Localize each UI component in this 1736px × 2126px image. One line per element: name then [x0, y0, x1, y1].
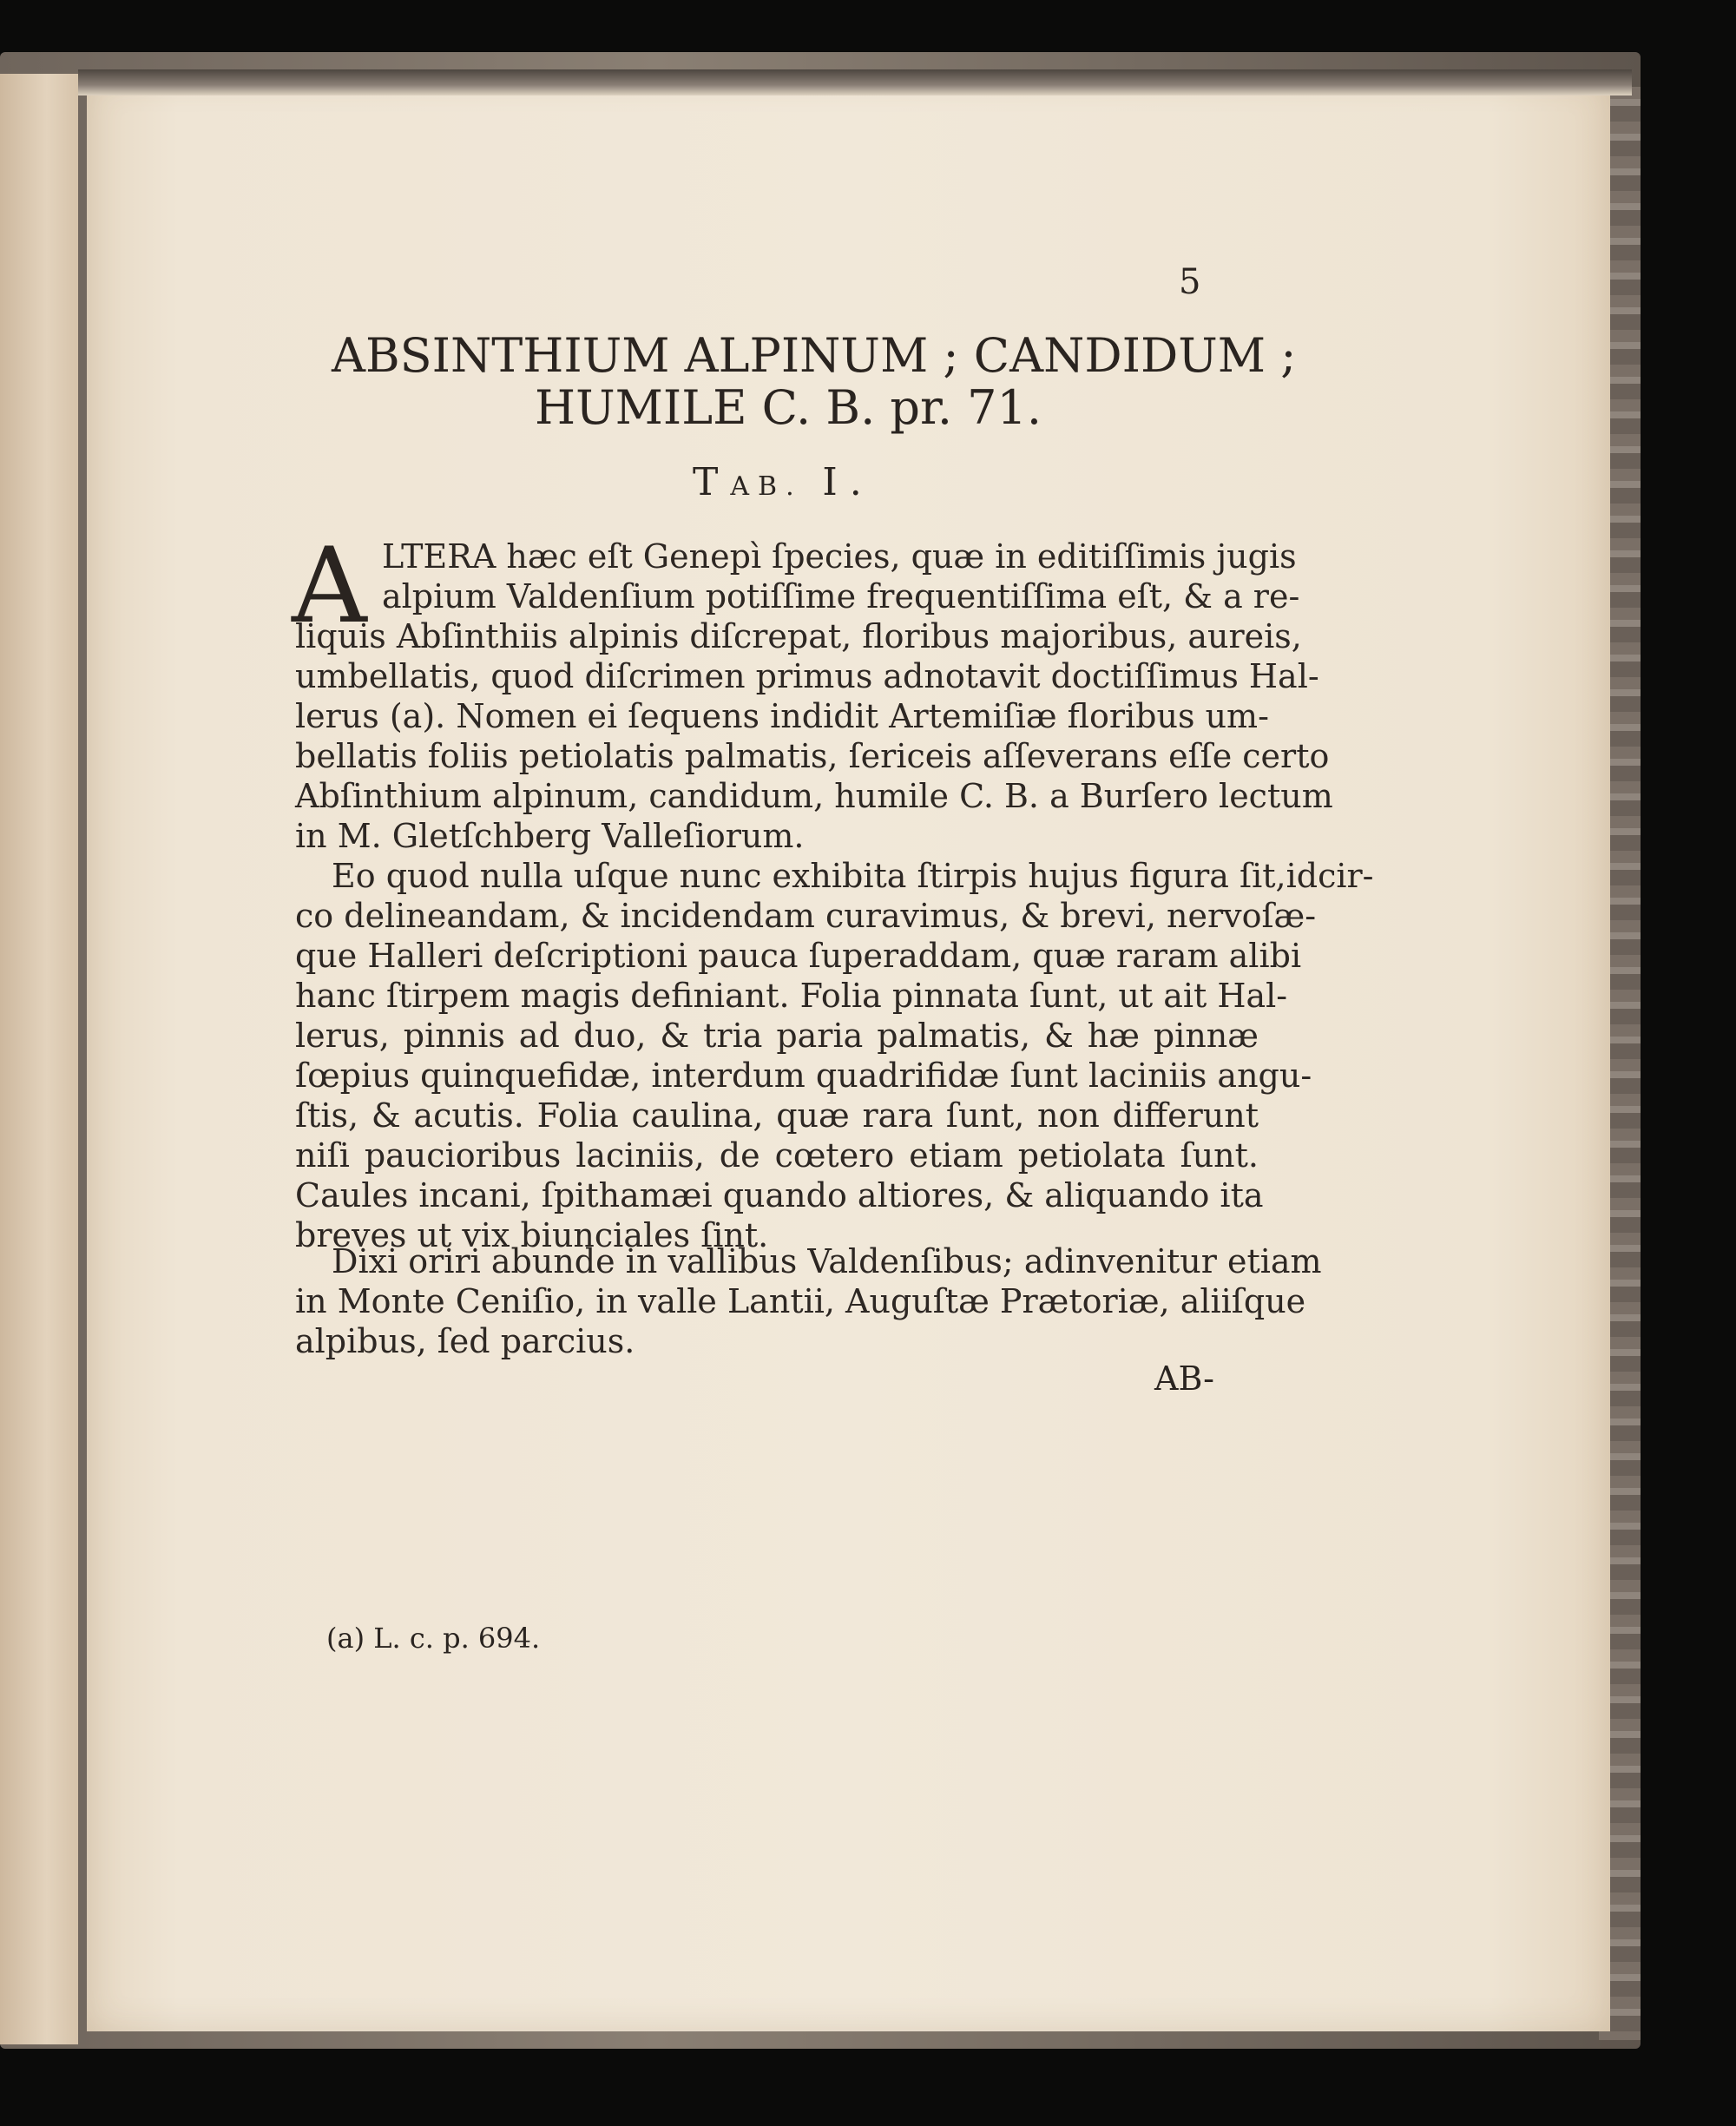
text-line: breves ut vix biunciales ſint.: [295, 1216, 769, 1254]
text-line: in M. Gletſchberg Valleſiorum.: [295, 817, 805, 855]
footnote: (a) L. c. p. 694.: [326, 1622, 541, 1655]
plate-number: I.: [822, 460, 874, 504]
page-number: 5: [1179, 262, 1201, 302]
text-line: in Monte Ceniſio, in valle Lantii, Auguſtæ Prætoriæ, aliiſque: [295, 1282, 1306, 1320]
text-line: co delineandam, & incidendam curavimus, & brevi, nervoſæ-: [295, 897, 1317, 935]
text-line: Caules incani, ſpithamæi quando altiores, & aliquando ita: [295, 1176, 1264, 1214]
text-line: hanc ſtirpem magis definiant. Folia pinnata ſunt, ut ait Hal-: [295, 977, 1288, 1015]
text-line: bellatis foliis petiolatis palmatis, ſericeis aſſeverans eſſe certo: [295, 737, 1330, 775]
text-line: ſtis, & acutis. Folia caulina, quæ rara ſunt, non differunt: [295, 1096, 1259, 1135]
text-line: liquis Abſinthiis alpinis diſcrepat, floribus majoribus, aureis,: [295, 617, 1302, 655]
text-line: umbellatis, quod diſcrimen primus adnotavit doctiſſimus Hal-: [295, 657, 1319, 695]
text-line: LTERA hæc eſt Genepì ſpecies, quæ in editiſſimis jugis: [382, 537, 1297, 576]
paragraph-1: [295, 536, 1333, 856]
drop-cap: A: [292, 526, 367, 647]
text-line: alpium Valdenſium potiſſime frequentiſſima eſt, & a re-: [382, 577, 1300, 615]
text-line: lerus (a). Nomen ei ſequens indidit Artemiſiæ floribus um-: [295, 697, 1269, 735]
plate-label: T: [693, 460, 731, 504]
catchword: AB-: [1154, 1359, 1214, 1398]
plate-reference: [693, 460, 874, 504]
text-line: niſi paucioribus laciniis, de cœtero etiam petiolata ſunt.: [295, 1136, 1259, 1175]
text-line: alpibus, ſed parcius.: [295, 1322, 635, 1360]
text-line: ſœpius quinquefidæ, interdum quadrifidæ ſunt laciniis angu-: [295, 1056, 1312, 1095]
paragraph-2: [295, 856, 1374, 1255]
text-line: que Halleri deſcriptioni pauca ſuperaddam, quæ raram alibi: [295, 937, 1302, 975]
plate-label-small: AB.: [730, 471, 803, 502]
title-line-2: HUMILE C. B. pr. 71.: [535, 380, 1042, 435]
top-binding-shadow: [78, 69, 1632, 95]
text-line: Eo quod nulla uſque nunc exhibita ſtirpis hujus figura ſit,idcir-: [332, 857, 1374, 895]
text-line: lerus, pinnis ad duo, & tria paria palmatis, & hæ pinnæ: [295, 1017, 1259, 1055]
facing-page-edge: [0, 74, 78, 2044]
title-line-1: ABSINTHIUM ALPINUM ; CANDIDUM ;: [332, 328, 1297, 383]
text-line: Abſinthium alpinum, candidum, humile C. B. a Burſero lectum: [295, 777, 1333, 815]
text-line: Dixi oriri abunde in vallibus Valdenſibus; adinvenitur etiam: [332, 1242, 1322, 1280]
paragraph-3: [295, 1241, 1322, 1361]
